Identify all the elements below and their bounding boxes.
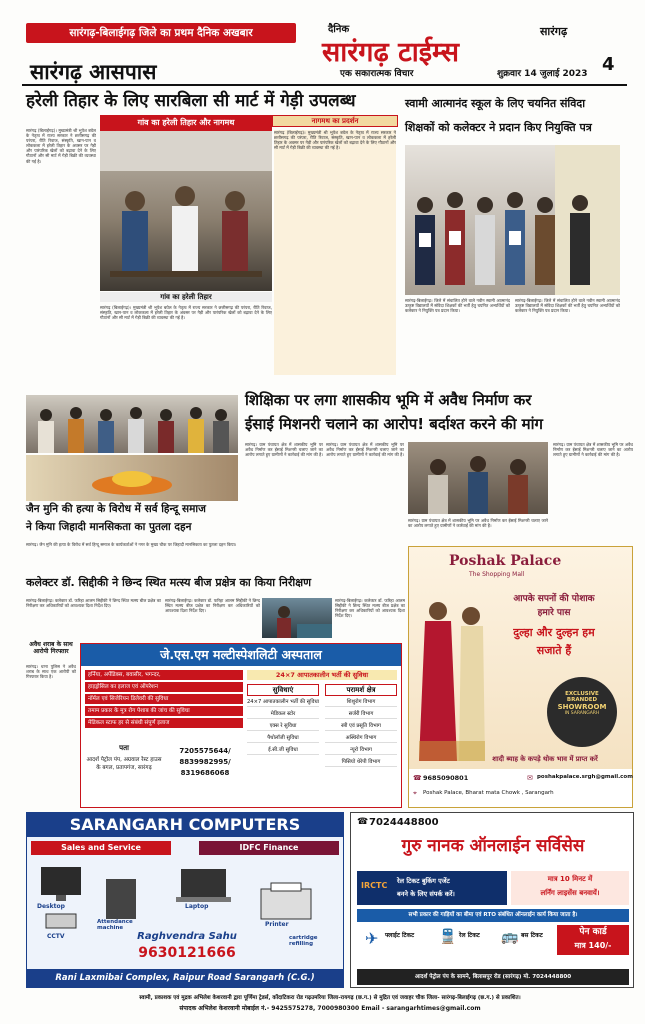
- poshak-couple-illustration: [413, 591, 493, 771]
- story5-fish-pond-illustration: [262, 598, 332, 638]
- story1-right-text: सारंगढ़ (बिलाईगढ़)। मुख्यमंत्री श्री भूपेश बघेल के नेतृत्व में राज्य सरकार ने छत्तीसगढ़ की परंपरा, रीति रिवाज, संस्कृति, खान-पान व लोककला में हरेली तिहार के अवसर पर गेड़ी और पारंपरिक खेलों को बढ़ावा देने के लिए गौठानों और सी मार्ट में गेड़ी बिक्री की व्यवस्था की गई है।: [274, 130, 396, 375]
- gurunanak-flight: फ्लाईट टिकट: [385, 932, 415, 939]
- story3-text-col2: सारंगढ़। ग्राम पंचायत क्षेत्र में शासकीय भूमि पर अवैध निर्माण कर ईसाई मिशनरी चलाए जाने का आरोप लगाते हुए ग्रामीणों ने कार्रवाई की मांग की है।: [326, 442, 404, 458]
- hospital-facility: मेडिकल स्टोर: [247, 710, 319, 719]
- gurunanak-phone: 7024448800: [369, 817, 439, 828]
- gurunanak-ad: [350, 812, 634, 988]
- hospital-facility: ई.सी.जी सुविधा: [247, 746, 319, 755]
- poshak-line2: हमारे पास: [537, 608, 571, 618]
- hospital-facility: एक्स रे सुविधा: [247, 722, 319, 731]
- hospital-feature: तमाम प्रकार के मूत्र रोग पेशाब की जांच की सुविधा: [85, 706, 243, 716]
- hospital-features: [85, 670, 243, 730]
- masthead-date: शुक्रवार 14 जुलाई 2023: [497, 69, 588, 79]
- hospital-department: न्यूरो विभाग: [325, 746, 397, 755]
- computers-item: Attendance machine: [97, 919, 133, 931]
- page-number: 4: [602, 54, 615, 75]
- computers-item: CCTV: [47, 933, 65, 940]
- masthead-tagline: सारंगढ़-बिलाईगढ़ जिले का प्रथम दैनिक अखबार: [69, 27, 253, 39]
- hospital-phones: [167, 746, 243, 779]
- hospital-phone: 8319686068: [180, 769, 230, 777]
- masthead-subtitle: एक सकारात्मक विचार: [340, 69, 414, 79]
- story1-lead: सारंगढ़ (बिलाईगढ़)। मुख्यमंत्री श्री भूपेश बघेल के नेतृत्व में राज्य सरकार ने छत्तीसगढ़ की परंपरा, रीति रिवाज, संस्कृति, खान-पान व लोककला में हरेली तिहार के अवसर पर गेड़ी और पारंपरिक खेलों को बढ़ावा देने के लिए गौठानों और सी मार्ट में गेड़ी बिक्री की व्यवस्था की गई है।: [26, 128, 96, 164]
- hospital-ad-title-bar: [81, 644, 401, 666]
- computers-address: Rani Laxmibai Complex, Raipur Road Sarangarh (C.G.): [55, 973, 315, 983]
- masthead-rule: [22, 84, 627, 86]
- story4-text: सारंगढ़। जैन मुनि की हत्या के विरोध में सर्व हिन्दू समाज के कार्यकर्ताओं ने नगर के मुख्य चौक पर जिहादी मानसिकता का पुतला दहन किया।: [26, 542, 237, 547]
- gurunanak-bus: बस टिकट: [521, 932, 543, 939]
- story3-headline-line2: ईसाई मिशनरी चलाने का आरोप! बर्दाश्त करने की मांग: [245, 415, 543, 433]
- poshak-brand: Poshak Palace: [449, 553, 562, 569]
- story1-photo-banner: गांव का हरेली तिहार और नागमथ: [100, 115, 272, 131]
- hospital-feature: मेडिकल स्टाफ हर से संबंधी संपूर्ण इलाज: [85, 718, 243, 728]
- hospital-col2-title: परामर्श क्षेत्र: [325, 684, 397, 696]
- masthead-title: सारंगढ़ टाईम्स: [322, 37, 459, 68]
- hospital-feature: हर्निया, अपेंडिक्स, बवासीर, भगन्दर,: [85, 670, 243, 680]
- poshak-footer: शादी ब्याह के कपड़े थोक भाव में प्राप्त करें: [492, 755, 598, 763]
- hospital-col2: [325, 698, 397, 770]
- computers-name: Raghvendra Sahu: [137, 931, 237, 942]
- story1-photo: [100, 131, 272, 291]
- computers-phone: 9630121666: [138, 945, 236, 961]
- imprint-line2: संपादक अभिलेश केशरवानी मोबाईल नं.- 9425575278, 7000980300 Email - sarangarhtimes@gmail.com: [179, 1005, 481, 1012]
- story3-people-illustration: [408, 442, 548, 514]
- poshak-line1: आपके सपनों की पोशाक: [513, 594, 595, 604]
- poshak-phone: 9685090801: [423, 774, 469, 782]
- computers-finance: IDFC Finance: [199, 841, 339, 855]
- story2-group-illustration: [405, 145, 620, 295]
- masthead-tagline-bar: [26, 23, 296, 43]
- poshak-contact-bar: [409, 769, 632, 807]
- story1-headline: हरेली तिहार के लिए सारबिला सी मार्ट में गेड़ी उपलब्ध: [26, 91, 356, 111]
- phone-icon: ☎: [413, 774, 422, 782]
- story3-text-col4: सारंगढ़। ग्राम पंचायत क्षेत्र में शासकीय भूमि पर अवैध निर्माण कर ईसाई मिशनरी चलाए जाने का आरोप लगाते हुए ग्रामीणों ने कार्रवाई की मांग की है।: [553, 442, 633, 458]
- hospital-facility: पैथोलॉजी सुविधा: [247, 734, 319, 743]
- poshak-line3: दुल्हा और दुल्हन हम: [513, 626, 595, 639]
- hospital-emergency: 24×7 आपातकालीन भर्ती की सुविधा: [247, 670, 397, 680]
- hospital-ad-title: जे.एस.एम मल्टीस्पेशलिटी अस्पताल: [160, 647, 322, 662]
- section-title: सारंगढ़ आसपास: [30, 60, 157, 84]
- hospital-feature: नॉर्मल एवं सिजेरियन डिलेवरी की सुविधा: [85, 694, 243, 704]
- story3-text-col1: सारंगढ़। ग्राम पंचायत क्षेत्र में शासकीय भूमि पर अवैध निर्माण कर ईसाई मिशनरी चलाए जाने का आरोप लगाते हुए ग्रामीणों ने कार्रवाई की मांग की है।: [245, 442, 323, 458]
- story2-headline-line2: शिक्षकों को कलेक्टर ने प्रदान किए नियुक्ति पत्र: [405, 121, 592, 134]
- story4-photo-2: [26, 455, 238, 501]
- story5-text-col2: सारंगढ़-बिलाईगढ़। कलेक्टर डॉ. फरिहा आलम सिद्दीकी ने छिन्द स्थित मत्स्य बीज प्रक्षेत्र का निरीक्षण कर अधिकारियों को आवश्यक दिशा निर्देश दिए।: [165, 598, 260, 614]
- gurunanak-irctc-box: IRCTC रेल टिकट बुकिंग एजेंट बनने के लिए संपर्क करें।: [357, 871, 507, 905]
- hospital-address-title: पता: [119, 744, 129, 752]
- gurunanak-title: गुरु नानक ऑनलाईन सर्विसेस: [401, 836, 585, 856]
- irctc-logo: IRCTC: [361, 881, 388, 890]
- computers-sales: Sales and Service: [31, 841, 171, 855]
- computers-devices-illustration: [31, 859, 341, 939]
- poshak-ad: [408, 546, 633, 808]
- story1-people-illustration: [100, 131, 272, 291]
- story4-effigy-illustration: [26, 455, 238, 501]
- poshak-badge: EXCLUSIVE BRANDED SHOWROOM IN SARANGARH: [547, 677, 617, 747]
- poshak-sub: The Shopping Mall: [469, 571, 525, 578]
- hospital-department: पिसियो थेरेपी विभाग: [325, 758, 397, 767]
- imprint-line1: स्वामी, प्रकाशक एवं मुद्रक अभिलेश केशरवानी द्वारा पूर्णिमा ट्रेडर्स, कोंदाटिकरा रोड गढ़उमरिया जिला-रायगढ़ (छ.ग.) से मुद्रित एवं जवाहर चौक जिला- सारंगढ़-बिलाईगढ़ (छ.ग.) से प्रकाशित।: [139, 995, 521, 1001]
- bus-icon: 🚌: [501, 929, 519, 945]
- airplane-icon: ✈: [365, 929, 379, 948]
- story1-right-banner: नागमथ का प्रदर्शन: [272, 115, 398, 127]
- hospital-col1: [247, 698, 319, 758]
- hospital-department: सर्जरी विभाग: [325, 710, 397, 719]
- story2-text-2: सारंगढ़-बिलाईगढ़। जिले में संचालित होने वाले नवीन स्वामी आत्मानंद उत्कृष्ट विद्यालयों में संविदा शिक्षकों की भर्ती हेतु चयनित अभ्यर्थियों को कलेक्टर ने नियुक्ति पत्र प्रदान किया।: [515, 298, 620, 314]
- email-icon: ✉: [527, 774, 533, 782]
- computers-item: cartridge refilling: [289, 935, 318, 947]
- story4-photo: [26, 395, 238, 453]
- story3-text-col3: सारंगढ़। ग्राम पंचायत क्षेत्र में शासकीय भूमि पर अवैध निर्माण कर ईसाई मिशनरी चलाए जाने का आरोप लगाते हुए ग्रामीणों ने कार्रवाई की मांग की है।: [408, 518, 548, 529]
- story1-text-body: सारंगढ़ (बिलाईगढ़)। मुख्यमंत्री श्री भूपेश बघेल के नेतृत्व में राज्य सरकार ने छत्तीसगढ़ की परंपरा, रीति रिवाज, संस्कृति, खान-पान व लोककला में हरेली तिहार के अवसर पर गेड़ी और पारंपरिक खेलों को बढ़ावा देने के लिए गौठानों और सी मार्ट में गेड़ी बिक्री की व्यवस्था की गई है।: [100, 305, 272, 321]
- story2-text: सारंगढ़-बिलाईगढ़। जिले में संचालित होने वाले नवीन स्वामी आत्मानंद उत्कृष्ट विद्यालयों में संविदा शिक्षकों की भर्ती हेतु चयनित अभ्यर्थियों को कलेक्टर ने नियुक्ति पत्र प्रदान किया।: [405, 298, 510, 314]
- hospital-department: अस्थिरोग विभाग: [325, 734, 397, 743]
- train-icon: 🚆: [439, 929, 457, 945]
- story5-text-col1: सारंगढ़-बिलाईगढ़। कलेक्टर डॉ. फरिहा आलम सिद्दीकी ने छिन्द स्थित मत्स्य बीज प्रक्षेत्र का निरीक्षण कर अधिकारियों को आवश्यक दिशा निर्देश दिए।: [26, 598, 161, 609]
- story5-photo: [262, 598, 332, 638]
- story1-photo-caption: गांव का हरेली तिहार: [100, 292, 272, 302]
- hospital-department: शिशुरोग विभाग: [325, 698, 397, 707]
- phone-icon: ☎: [357, 817, 369, 827]
- gurunanak-rail: रेल टिकट: [459, 932, 480, 939]
- poshak-email: poshakpalace.srgh@gmail.com: [537, 774, 633, 780]
- masthead-dainik: दैनिक: [328, 24, 350, 35]
- story2-photo: [405, 145, 620, 295]
- gurunanak-footer: आदर्श पेट्रोल पंप के सामने, बिलासपुर रोड (सारंगढ़) मो. 7024448800: [357, 969, 629, 985]
- hospital-department: स्त्री एवं प्रसूति विभाग: [325, 722, 397, 731]
- story3-photo: [408, 442, 548, 514]
- computers-item: Printer: [265, 921, 289, 928]
- computers-item: Desktop: [37, 903, 65, 910]
- story4-protest-illustration: [26, 395, 238, 453]
- computers-title: SARANGARH COMPUTERS: [69, 815, 301, 834]
- poshak-line4: सजाते हैं: [536, 644, 572, 657]
- poshak-address: Poshak Palace, Bharat mata Chowk , Sarangarh: [423, 790, 554, 796]
- story4-headline-line2: ने किया जिहादी मानसिकता का पुतला दहन: [26, 521, 192, 533]
- location-icon: ⌖: [413, 789, 417, 797]
- gurunanak-strip: सभी प्रकार की गाड़ियों का बीमा एवं RTO संबंधित ऑनलाईन कार्य किया जाता है।: [357, 909, 629, 922]
- story5-text-col3: सारंगढ़-बिलाईगढ़। कलेक्टर डॉ. फरिहा आलम सिद्दीकी ने छिन्द स्थित मत्स्य बीज प्रक्षेत्र का निरीक्षण कर अधिकारियों को आवश्यक दिशा निर्देश दिए।: [335, 598, 405, 619]
- hospital-phone: 7205575644/: [179, 747, 231, 755]
- computers-title-bar: [27, 813, 343, 837]
- story4-headline-line1: जैन मुनि की हत्या के विरोध में सर्व हिन्दू समाज: [26, 503, 206, 515]
- brief-text: सारंगढ़। थाना पुलिस ने अवैध शराब के साथ एक आरोपी को गिरफ्तार किया है।: [26, 664, 76, 680]
- hospital-facility: 24×7 आपातकालीन भर्ती की सुविधा: [247, 699, 320, 705]
- computers-item: Laptop: [185, 903, 209, 910]
- story5-headline: कलेक्टर डॉ. सिद्दीकी ने छिन्द स्थित मत्स्य बीज प्रक्षेत्र का किया निरीक्षण: [26, 576, 312, 589]
- masthead-city: सारंगढ़: [540, 25, 568, 38]
- hospital-col1-title: सुविधाएं: [247, 684, 319, 696]
- computers-ad: [26, 812, 344, 988]
- computers-address-bar: [27, 969, 343, 987]
- brief-headline: अवैध शराब के साथ आरोपी गिरफ्तार: [29, 641, 73, 655]
- gurunanak-license-box: मात्र 10 मिनट में लर्निंग लाइसेंस बनवायें।: [511, 871, 629, 905]
- hospital-address: आदर्श पेट्रोल पंप, अग्रवाल रेस्ट हाउस के बगल, प्रतापगंज, सारंगढ़: [86, 757, 162, 771]
- story2-headline-line1: स्वामी आत्मानंद स्कूल के लिए चयनित संविदा: [405, 97, 586, 110]
- hospital-ad: [80, 643, 402, 808]
- hospital-feature: हाइड्रोसिल का इलाज एवं ऑपरेशन: [85, 682, 243, 692]
- hospital-phone: 8839982995/: [179, 758, 231, 766]
- gurunanak-pan-box: पेन कार्ड मात्र 140/-: [557, 925, 629, 955]
- story3-headline-line1: शिक्षिका पर लगा शासकीय भूमि में अवैध निर्माण कर: [245, 391, 532, 409]
